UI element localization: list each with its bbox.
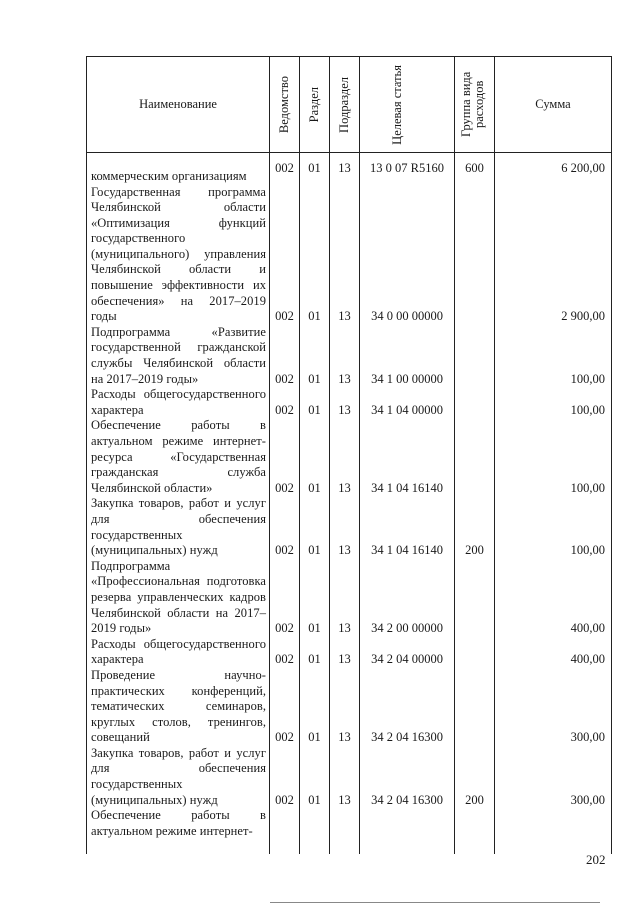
table-row — [87, 387, 612, 418]
row-name: Закупка товаров, работ и услуг для обеспечения государственных (муниципальных) нужд — [87, 746, 270, 808]
row-gruppa — [455, 418, 495, 496]
header-razdel-cell — [300, 57, 330, 153]
table-row — [87, 325, 612, 387]
row-podrazdel: 13 — [330, 325, 360, 387]
header-podrazdel-cell — [330, 57, 360, 153]
row-celevaya: 34 2 04 16300 — [360, 746, 455, 808]
row-name: Обеспечение работы в актуальном режиме интернет- — [87, 808, 270, 854]
row-gruppa — [455, 808, 495, 854]
header-podrazdel: Подраздел — [336, 76, 351, 133]
row-summa — [495, 808, 612, 854]
table-row — [87, 185, 612, 325]
table-row — [87, 637, 612, 668]
row-name: Расходы общегосударственного характера — [87, 387, 270, 418]
row-ved: 002 — [270, 387, 300, 418]
row-celevaya: 34 0 00 00000 — [360, 185, 455, 325]
row-podrazdel: 13 — [330, 387, 360, 418]
row-celevaya: 34 1 04 16140 — [360, 418, 455, 496]
row-summa: 300,00 — [495, 668, 612, 746]
budget-table — [86, 56, 612, 854]
header-ved: Ведомство — [276, 75, 291, 134]
header-gruppa-cell — [455, 57, 495, 153]
row-summa: 400,00 — [495, 559, 612, 637]
row-celevaya: 34 1 00 00000 — [360, 325, 455, 387]
row-summa: 100,00 — [495, 325, 612, 387]
row-summa: 100,00 — [495, 418, 612, 496]
header-celevaya: Целевая статья — [390, 64, 404, 145]
row-podrazdel: 13 — [330, 153, 360, 185]
row-ved: 002 — [270, 637, 300, 668]
row-celevaya: 34 1 04 16140 — [360, 496, 455, 558]
row-name: коммерческим организациям — [87, 153, 270, 185]
table-row — [87, 496, 612, 558]
row-gruppa — [455, 325, 495, 387]
row-celevaya: 13 0 07 R5160 — [360, 153, 455, 185]
row-name: Подпрограмма «Профессиональная подготовка резерва управленческих кадров Челябинской области на 2017–2019 годы» — [87, 559, 270, 637]
row-razdel: 01 — [300, 637, 330, 668]
row-ved: 002 — [270, 153, 300, 185]
row-summa: 100,00 — [495, 387, 612, 418]
row-ved: 002 — [270, 559, 300, 637]
row-razdel: 01 — [300, 325, 330, 387]
row-name: Обеспечение работы в актуальном режиме интернет-ресурса «Государственная гражданская служба Челябинской области» — [87, 418, 270, 496]
row-name: Расходы общегосударственного характера — [87, 637, 270, 668]
row-podrazdel: 13 — [330, 418, 360, 496]
row-podrazdel: 13 — [330, 496, 360, 558]
row-celevaya: 34 1 04 00000 — [360, 387, 455, 418]
header-summa: Сумма — [495, 57, 612, 153]
row-gruppa: 600 — [455, 153, 495, 185]
row-razdel: 01 — [300, 559, 330, 637]
row-razdel: 01 — [300, 153, 330, 185]
row-gruppa — [455, 668, 495, 746]
row-ved: 002 — [270, 185, 300, 325]
row-celevaya — [360, 808, 455, 854]
row-ved: 002 — [270, 418, 300, 496]
row-gruppa — [455, 559, 495, 637]
row-podrazdel: 13 — [330, 668, 360, 746]
table-header-row — [87, 57, 612, 153]
row-podrazdel: 13 — [330, 185, 360, 325]
header-celevaya-cell — [360, 57, 455, 153]
header-razdel: Раздел — [306, 86, 321, 123]
row-summa: 2 900,00 — [495, 185, 612, 325]
row-razdel: 01 — [300, 418, 330, 496]
row-celevaya: 34 2 04 16300 — [360, 668, 455, 746]
row-podrazdel: 13 — [330, 559, 360, 637]
row-gruppa — [455, 185, 495, 325]
row-ved: 002 — [270, 668, 300, 746]
row-name: Подпрограмма «Развитие государственной гражданской службы Челябинской области на 2017–2019 годы» — [87, 325, 270, 387]
row-summa: 400,00 — [495, 637, 612, 668]
row-ved: 002 — [270, 496, 300, 558]
row-name: Проведение научно-практических конференций, тематических семинаров, круглых столов, тренингов, совещаний — [87, 668, 270, 746]
row-razdel: 01 — [300, 746, 330, 808]
header-ved-cell — [270, 57, 300, 153]
row-name: Государственная программа Челябинской области «Оптимизация функций государственного (муниципального) управления Челябинской области и повышение эффективности их обеспечения» на 2017–2019 годы — [87, 185, 270, 325]
row-razdel: 01 — [300, 185, 330, 325]
row-gruppa — [455, 637, 495, 668]
header-name: Наименование — [87, 57, 270, 153]
table-row — [87, 418, 612, 496]
row-gruppa — [455, 387, 495, 418]
row-razdel: 01 — [300, 387, 330, 418]
row-razdel: 01 — [300, 496, 330, 558]
row-ved: 002 — [270, 746, 300, 808]
table-row — [87, 153, 612, 185]
row-celevaya: 34 2 00 00000 — [360, 559, 455, 637]
row-razdel — [300, 808, 330, 854]
row-razdel: 01 — [300, 668, 330, 746]
header-gruppa: Группа вида расходов — [458, 71, 486, 138]
row-gruppa: 200 — [455, 496, 495, 558]
row-ved — [270, 808, 300, 854]
row-ved: 002 — [270, 325, 300, 387]
row-podrazdel: 13 — [330, 746, 360, 808]
table-row — [87, 808, 612, 854]
row-summa: 6 200,00 — [495, 153, 612, 185]
row-summa: 300,00 — [495, 746, 612, 808]
row-podrazdel: 13 — [330, 637, 360, 668]
page-edge-line — [270, 902, 600, 903]
row-celevaya: 34 2 04 00000 — [360, 637, 455, 668]
row-gruppa: 200 — [455, 746, 495, 808]
table-row — [87, 559, 612, 637]
row-summa: 100,00 — [495, 496, 612, 558]
row-podrazdel — [330, 808, 360, 854]
row-name: Закупка товаров, работ и услуг для обеспечения государственных (муниципальных) нужд — [87, 496, 270, 558]
page-number: 202 — [586, 852, 606, 867]
table-row — [87, 668, 612, 746]
table-row — [87, 746, 612, 808]
